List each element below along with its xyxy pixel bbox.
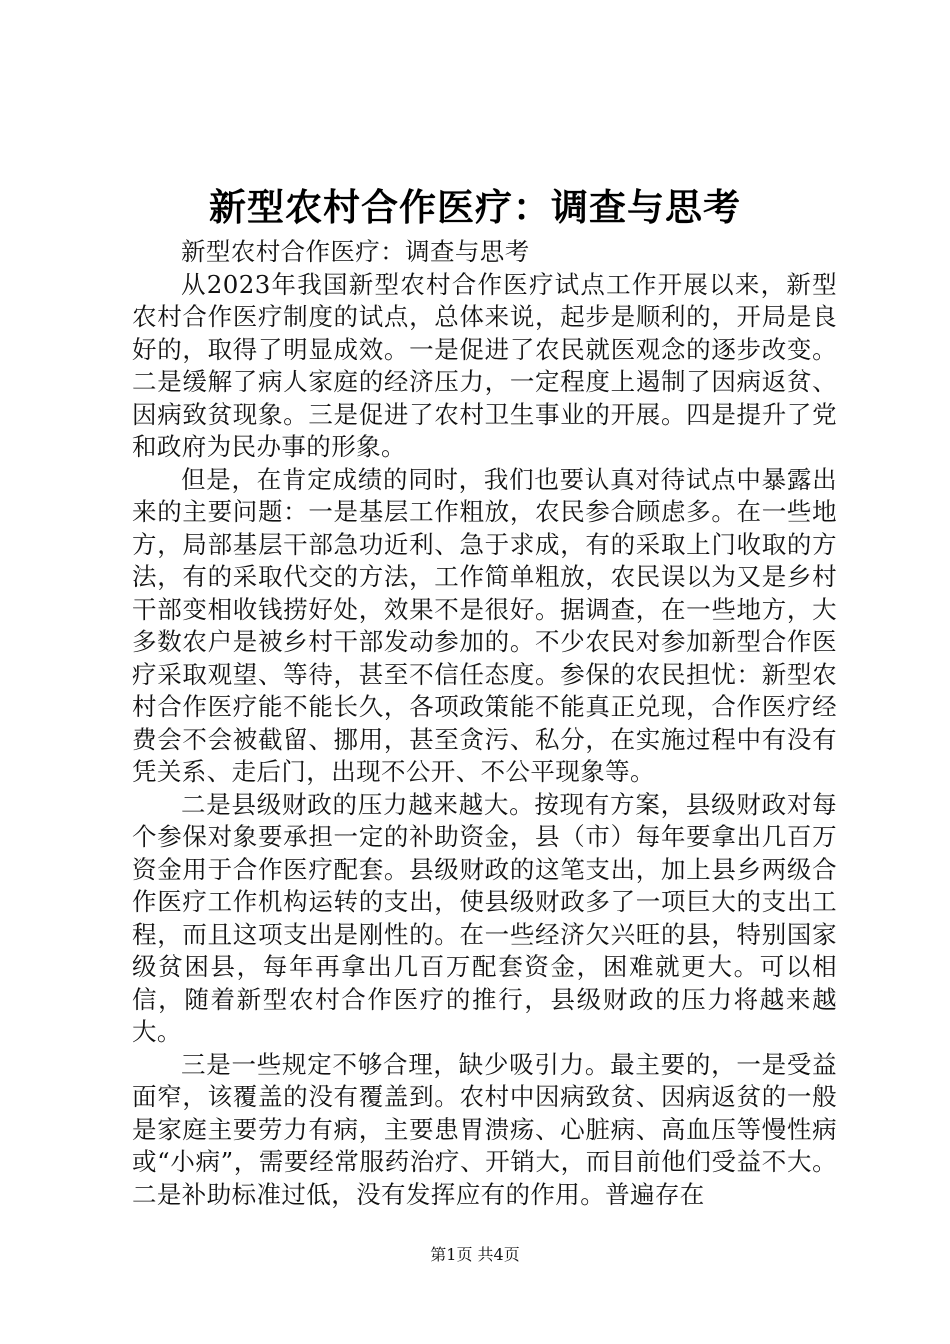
paragraph-problem-one: 但是，在肯定成绩的同时，我们也要认真对待试点中暴露出来的主要问题：一是基层工作粗放，农民参合顾虑多。在一些地方，局部基层干部急功近利、急于求成，有的采取上门收取的方法，有的采取代交的方法，工作简单粗放，农民误以为又是乡村干部变相收钱捞好处，效果不是很好。据调查，在一些地方，大多数农户是被乡村干部发动参加的。不少农民对参加新型合作医疗采取观望、等待，甚至不信任态度。参保的农民担忧：新型农村合作医疗能不能长久，各项政策能不能真正兑现，合作医疗经费会不会被截留、挪用，甚至贪污、私分，在实施过程中有没有凭关系、走后门，出现不公开、不公平现象等。 [132, 464, 837, 786]
paragraph-subtitle: 新型农村合作医疗：调查与思考 [181, 237, 530, 266]
document-title: 新型农村合作医疗：调查与思考 [209, 186, 741, 229]
paragraph-problem-three: 三是一些规定不够合理，缺少吸引力。最主要的，一是受益面窄，该覆盖的没有覆盖到。农村中因病致贫、因病返贫的一般是家庭主要劳力有病，主要患胃溃疡、心脏病、高血压等慢性病或“小病”，需要经常服药治疗、开销大，而目前他们受益不大。二是补助标准过低，没有发挥应有的作用。普遍存在 [132, 1049, 837, 1209]
page-footer [0, 1244, 950, 1266]
page-number: 第1页 [430, 1245, 473, 1264]
paragraph-problem-two: 二是县级财政的压力越来越大。按现有方案，县级财政对每个参保对象要承担一定的补助资金，县（市）每年要拿出几百万资金用于合作医疗配套。县级财政的这笔支出，加上县乡两级合作医疗工作机构运转的支出，使县级财政多了一项巨大的支出工程，而且这项支出是刚性的。在一些经济欠兴旺的县，特别国家级贫困县，每年再拿出几百万配套资金，困难就更大。可以相信，随着新型农村合作医疗的推行，县级财政的压力将越来越大。 [132, 789, 837, 1046]
page-total: 共4页 [477, 1245, 520, 1264]
paragraph-achievements: 从2023年我国新型农村合作医疗试点工作开展以来，新型农村合作医疗制度的试点，总体来说，起步是顺利的，开局是良好的，取得了明显成效。一是促进了农民就医观念的逐步改变。二是缓解了病人家庭的经济压力，一定程度上遏制了因病返贫、因病致贫现象。三是促进了农村卫生事业的开展。四是提升了党和政府为民办事的形象。 [132, 269, 837, 461]
document-body [132, 236, 837, 1211]
